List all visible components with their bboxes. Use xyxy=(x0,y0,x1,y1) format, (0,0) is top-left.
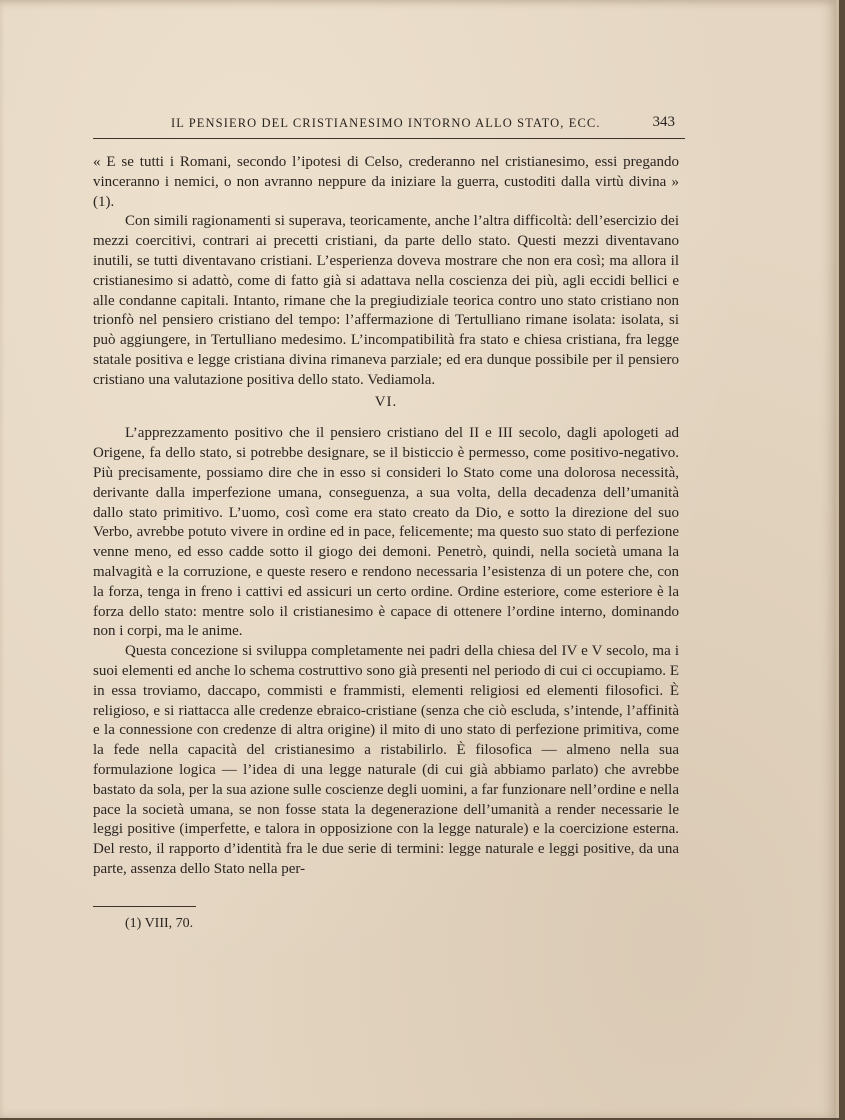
paragraph-positive-appraisal: L’apprezzamento positivo che il pensiero cristiano del II e III secolo, dagli apologeti ad Origene, fa dello stato, si potrebbe designare, se il bisticcio è permesso, come positivo-negativo. Più precisamente, possiamo dire che in esso si consideri lo Stato come una dolorosa necessità, derivante dalla imperfezione umana, conseguenza, a sua volta, della decadenza dell’umanità dallo stato primitivo. L’uomo, così come era stato creato da Dio, e sotto la direzione del suo Verbo, avrebbe potuto vivere in ordine ed in pace, felicemente; ma questo suo stato di perfezione venne meno, ed esso cadde sotto il giogo dei demoni. Penetrò, quindi, nella società umana la malvagità e la corruzione, e queste resero e rendono necessaria l’esistenza di un potere che, con la forza, tenga in freno i cattivi ed assicuri un certo ordine. Ordine esteriore, come esteriore è la forza dello stato: mentre solo il cristianesimo è capace di ottenere l’ordine interno, dominando non i corpi, ma le anime. xyxy=(93,425,679,640)
paragraph-coercion: Con simili ragionamenti si superava, teoricamente, anche l’altra difficoltà: dell’esercizio dei mezzi coercitivi, contrari ai precetti cristiani, da parte dello stato. Questi mezzi diventavano inutili, se tutti diventavano cristiani. L’esperienza doveva mostrare che non era così; ma allora il cristianesimo si adattò, come di fatto già si adattava nella coscienza dei più, agli eccidi bellici e alle condanne capitali. Intanto, rimane che la pregiudiziale teorica contro uno stato cristiano non trionfò nel pensiero cristiano del tempo: l’affermazione di Tertulliano rimane isolata: isolata, si può aggiungere, in Tertulliano medesimo. L’incompatibilità fra stato e chiesa cristiana, fra legge statale positiva e legge cristiana divina rimaneva parziale; ed era dunque possibile per il pensiero cristiano una valutazione positiva dello stato. Vediamola. xyxy=(93,213,679,388)
footnote-divider xyxy=(93,906,196,907)
running-header xyxy=(93,114,685,139)
paragraph-quote: « E se tutti i Romani, secondo l’ipotesi di Celso, crederanno nel cristianesimo, essi pregando vinceranno i nemici, o non avranno neppure da iniziare la guerra, custoditi dalla virtù divina » (1). xyxy=(93,154,679,210)
section-heading: VI. xyxy=(374,393,398,410)
paragraph-concept-development: Questa concezione si sviluppa completamente nei padri della chiesa del IV e V secolo, ma i suoi elementi ed anche lo schema costruttivo sono già presenti nel periodo di cui ci occupiamo. E in essa troviamo, daccapo, commisti e frammisti, elementi religiosi ed elementi filosofici. È religioso, e si riattacca alle credenze ebraico-cristiane (senza che ciò escluda, s’intende, l’affinità e la connessione con credenze di altra origine) il mito di uno stato di perfezione primitiva, come la fede nella capacità del cristianesimo a ristabilirlo. È filosofica — almeno nella sua formulazione logica — l’idea di una legge naturale (di cui già abbiamo parlato) che avrebbe bastato da sola, per la sua azione sulle coscienze degli uomini, a far funzionare nell’ordine e nella pace la società umana, se non fosse stata la degenerazione dell’umanità a render necessarie le leggi positive (imperfette, e talora in opposizione con la legge naturale) e la coercizione esterna. Del resto, il rapporto d’identità fra le due serie di termini: legge naturale e leggi positive, da una parte, assenza dello Stato nella per- xyxy=(93,643,679,877)
running-header-title: IL PENSIERO DEL CRISTIANESIMO INTORNO ALLO STATO, ECC. xyxy=(171,116,601,130)
footnote: (1) VIII, 70. xyxy=(125,916,194,931)
page-number: 343 xyxy=(652,114,675,130)
body-text xyxy=(93,153,679,880)
